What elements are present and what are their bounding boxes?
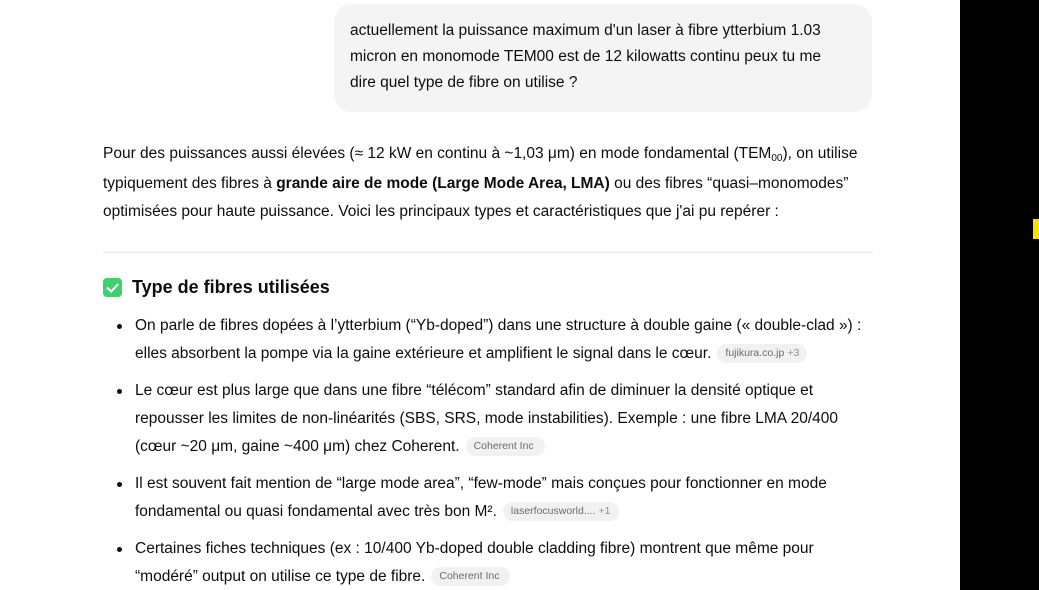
intro-text-part1: Pour des puissances aussi élevées (≈ 12 kW en continu à ~1,03 μm) en mode fondamental (TEM: [103, 145, 772, 162]
user-message-text: actuellement la puissance maximum d'un laser à fibre ytterbium 1.03 micron en monomode TEM00 est de 12 kilowatts continu peux tu me dire quel type de fibre on utilise ?: [350, 22, 821, 91]
list-item-text: Le cœur est plus large que dans une fibre “télécom” standard afin de diminuer la densité optique et repousser les limites de non-linéarités (SBS, SRS, mode instabilities). Exemple : une fibre LMA 20/400 (cœur ~20 μm, gaine ~400 μm) chez Coherent.: [135, 382, 839, 455]
fiber-types-list: [103, 312, 873, 590]
list-item-text: Certaines fiches techniques (ex : 10/400 Yb-doped double cladding fibre) montrent que même pour “modéré” output on utilise ce type de fibre.: [135, 540, 814, 585]
list-item: [103, 470, 873, 526]
intro-text-part2: ), on utilise typiquement des fibres à: [103, 145, 858, 192]
citation-source: fujikura.co.jp: [725, 347, 785, 360]
citation-chip[interactable]: [431, 567, 510, 586]
list-item: [103, 312, 873, 368]
list-item-text: Il est souvent fait mention de “large mode area”, “few-mode” mais conçues pour fonctionner en mode fondamental ou quasi fondamental avec très bon M².: [135, 475, 827, 520]
citation-chip[interactable]: [717, 344, 807, 363]
list-item: [103, 535, 873, 590]
citation-more-count: +3: [787, 347, 800, 360]
citation-source: Coherent Inc: [439, 570, 500, 583]
intro-text-part3: ou des fibres “quasi–monomodes” optimisées pour haute puissance. Voici les principaux types et caractéristiques que j'ai pu repérer :: [103, 175, 849, 220]
right-black-gutter: [960, 0, 1039, 590]
section-divider: [103, 252, 873, 253]
check-mark-icon: [103, 278, 122, 297]
citation-source: Coherent Inc: [473, 440, 534, 453]
citation-source: laserfocusworld....: [510, 505, 596, 518]
section-title-text: Type de fibres utilisées: [132, 277, 330, 297]
citation-more-count: +1: [598, 505, 611, 518]
user-message-bubble: [334, 4, 872, 112]
assistant-answer: [103, 140, 873, 590]
scroll-position-marker[interactable]: [1033, 219, 1039, 239]
list-item-text: On parle de fibres dopées à l’ytterbium (“Yb-doped”) dans une structure à double gaine (« double-clad ») : elles absorbent la pompe via la gaine extérieure et amplifient le signal dans le cœur.: [135, 317, 862, 362]
citation-chip[interactable]: [503, 502, 619, 521]
list-item: [103, 377, 873, 461]
citation-chip[interactable]: [466, 437, 545, 456]
intro-subscript: 00: [771, 153, 783, 164]
intro-text-bold: grande aire de mode (Large Mode Area, LMA): [276, 175, 610, 192]
section-heading: [103, 276, 873, 298]
answer-intro-paragraph: [103, 140, 873, 226]
